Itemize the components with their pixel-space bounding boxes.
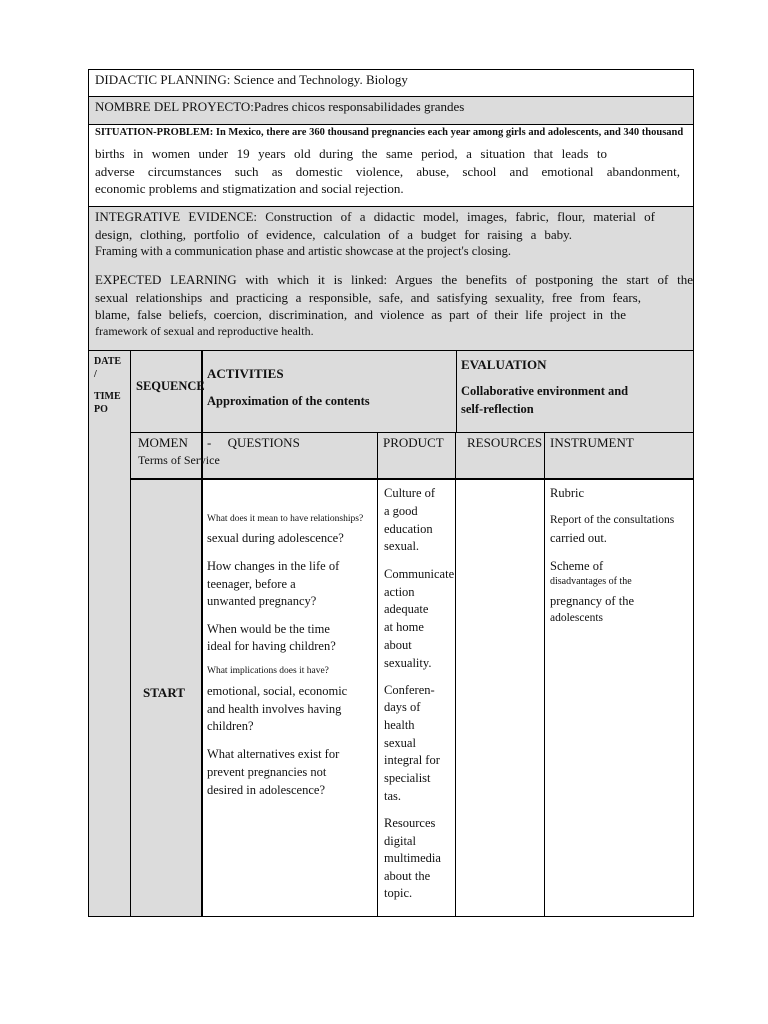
expected-line-1: EXPECTED LEARNING with which it is linked: Argues the benefits of postponing the start of the <box>95 272 693 287</box>
instrument-line: carried out. <box>550 531 607 545</box>
moment-header: MOMEN <box>138 435 188 450</box>
resources-header: RESOURCES <box>467 435 543 450</box>
evaluation-header: EVALUATION <box>461 357 547 372</box>
divider-resources-instrument <box>544 432 545 916</box>
integrative-line-2: design, clothing, portfolio of evidence, calculation of a budget for raising a baby. <box>95 227 572 242</box>
situation-line-2: adverse circumstances such as domestic violence, abuse, school and emotional abandonment, <box>95 164 680 179</box>
question-line: What implications does it have? <box>207 666 329 676</box>
divider-questions-product <box>377 432 378 916</box>
expected-line-3: blame, false beliefs, coercion, discrimination, and violence as part of their life project in the <box>95 307 626 322</box>
time-label: TIME <box>94 391 121 402</box>
sequence-header: SEQUENCE <box>136 379 205 393</box>
product-line: adequate <box>384 602 429 616</box>
question-line: How changes in the life of <box>207 559 340 573</box>
product-line: about the <box>384 869 431 883</box>
evaluation-subheader-2: self-reflection <box>461 402 534 416</box>
instrument-line: disadvantages of the <box>550 576 632 587</box>
question-line: teenager, before a <box>207 577 296 591</box>
instrument-line: adolescents <box>550 612 604 624</box>
product-line: multimedia <box>384 851 441 865</box>
product-line: education <box>384 522 433 536</box>
product-line: sexual. <box>384 539 420 553</box>
product-line: health <box>384 718 415 732</box>
question-line: sexual during adolescence? <box>207 531 344 545</box>
question-line: prevent pregnancies not <box>207 765 327 779</box>
moment-start: START <box>143 685 185 700</box>
product-line: a good <box>384 504 418 518</box>
expected-line-4: framework of sexual and reproductive health. <box>95 324 314 338</box>
question-line: emotional, social, economic <box>207 684 348 698</box>
divider-activities-evaluation <box>456 351 457 432</box>
product-line: sexuality. <box>384 656 432 670</box>
project-name: NOMBRE DEL PROYECTO:Padres chicos responsabilidades grandes <box>95 99 465 114</box>
product-line: specialist <box>384 771 431 785</box>
activities-header: ACTIVITIES <box>207 366 284 381</box>
integrative-line-3: Framing with a communication phase and artistic showcase at the project's closing. <box>95 244 512 258</box>
instrument-line: Scheme of <box>550 559 604 573</box>
question-line: When would be the time <box>207 622 330 636</box>
product-line: days of <box>384 700 421 714</box>
instrument-line: Report of the consultations <box>550 514 675 526</box>
product-line: Culture of <box>384 486 436 500</box>
question-line: and health involves having <box>207 702 342 716</box>
evaluation-subheader-1: Collaborative environment and <box>461 384 629 398</box>
instrument-line: pregnancy of the <box>550 594 634 608</box>
product-line: digital <box>384 834 416 848</box>
product-line: Conferen- <box>384 683 435 697</box>
product-line: at home <box>384 620 424 634</box>
activities-subheader: Approximation of the contents <box>207 394 370 408</box>
instrument-line: Rubric <box>550 486 585 500</box>
situation-line-3: economic problems and stigmatization and social rejection. <box>95 181 404 196</box>
question-line: What does it mean to have relationships? <box>207 514 364 524</box>
product-line: tas. <box>384 789 402 803</box>
situation-lead: SITUATION-PROBLEM: In Mexico, there are 360 thousand pregnancies each year among girls and adolescents, and 340 thousand <box>95 127 684 138</box>
product-line: action <box>384 585 415 599</box>
product-line: Communicate <box>384 567 455 581</box>
document-title: DIDACTIC PLANNING: Science and Technology. Biology <box>95 72 408 87</box>
product-line: integral for <box>384 753 440 767</box>
divider-sequence <box>201 351 203 916</box>
divider-subheader-body <box>131 478 693 480</box>
expected-line-2: sexual relationships and practicing a responsible, safe, and satisfying sexuality, free from fears, <box>95 290 641 305</box>
product-line: about <box>384 638 412 652</box>
product-header: PRODUCT <box>383 435 444 450</box>
product-line: Resources <box>384 816 436 830</box>
question-line: unwanted pregnancy? <box>207 594 317 608</box>
date-column-fill <box>89 351 130 916</box>
question-line: children? <box>207 719 254 733</box>
time-label-2: PO <box>94 404 108 415</box>
date-slash: / <box>94 369 97 380</box>
divider-product-resources <box>455 432 456 916</box>
situation-line-1: births in women under 19 years old during the same period, a situation that leads to <box>95 146 607 161</box>
divider-header-subheader <box>131 432 693 433</box>
question-line: What alternatives exist for <box>207 747 340 761</box>
date-label: DATE <box>94 356 122 367</box>
product-line: sexual <box>384 736 416 750</box>
question-line: ideal for having children? <box>207 639 336 653</box>
integrative-line-1: INTEGRATIVE EVIDENCE: Construction of a didactic model, images, fabric, flour, material of <box>95 209 655 224</box>
instrument-header: INSTRUMENT <box>550 435 634 450</box>
product-line: topic. <box>384 886 413 900</box>
questions-header: - QUESTIONS <box>207 435 300 450</box>
terms-header: Terms of Service <box>138 453 220 467</box>
divider-date <box>130 351 131 916</box>
question-line: desired in adolescence? <box>207 783 325 797</box>
